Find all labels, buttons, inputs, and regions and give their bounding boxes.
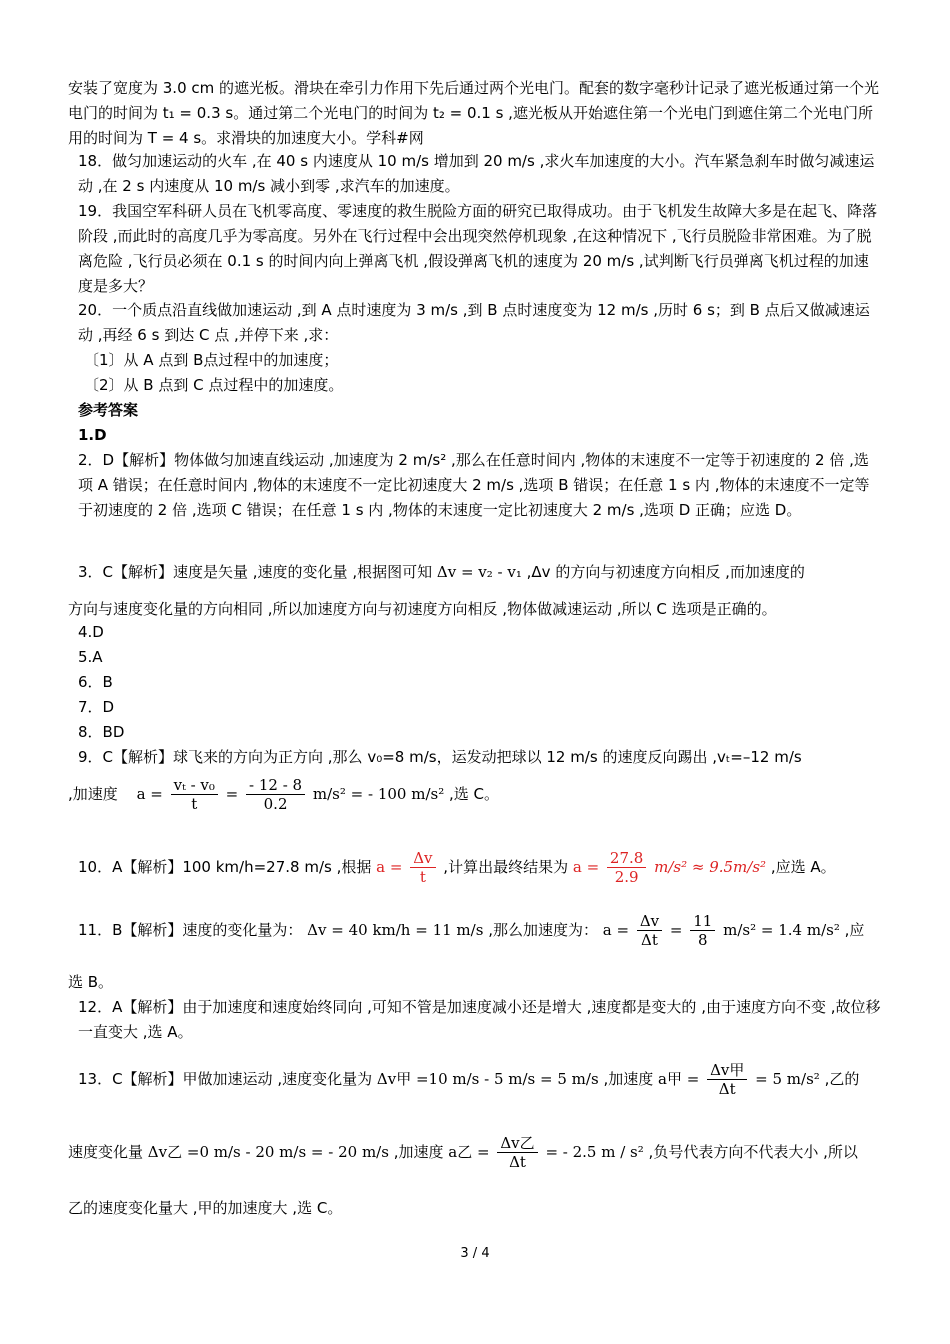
answer-9-fraction-2: $\frac{- 12 - 8}{0.2}$ xyxy=(246,776,305,813)
answer-9-lhs: a = xyxy=(136,785,163,803)
answer-1: 1.D xyxy=(78,426,107,444)
answer-10-result: a = $\frac{27.8}{2.9}$ m/s² ≈ 9.5m/s² xyxy=(572,849,767,886)
answer-11-line-1: 11．B【解析】速度的变化量为： Δv = 40 km/h = 11 m/s ,那么加速度为： a = $\frac{\Delta v}{\Delta t}$ = $\frac{11}{8}$ m/s² = 1.4 m/s² ,应 xyxy=(78,912,865,949)
answer-10-formula: a = $\frac{\Delta v}{t}$ xyxy=(376,858,443,876)
answer-9-line-2: ,加速度 a = $\frac{\text{vₜ - v₀}}{t}$ = $\frac{- 12 - 8}{0.2}$ m/s² = - 100 m/s² ,选 C。 xyxy=(68,776,500,813)
answer-5: 5.A xyxy=(78,648,103,666)
question-17-continuation: 安装了宽度为 3.0 cm 的遮光板。滑块在牵引力作用下先后通过两个光电门。配套的数字毫秒计记录了遮光板通过第一个光电门的时间为 t₁ = 0.3 s。通过第二个光电门的时间为 t₂ = 0.1 s ,遮光板从开始遮住第一个光电门到遮住第二个光电门所用的时间为 T = 4 s。求滑块的加速度大小。学科#网 xyxy=(68,79,880,147)
answer-13-line-1: 13．C【解析】甲做加速运动 ,速度变化量为 Δv甲 =10 m/s - 5 m/s = 5 m/s ,加速度 a甲 = $\frac{\text{Δv甲}}{\Delta t}$ = 5 m/s² ,乙的 xyxy=(78,1061,860,1098)
answer-10: 10．A【解析】100 km/h=27.8 m/s ,根据 a = $\frac{\Delta v}{t}$ ,计算出最终结果为 a = $\frac{27.8}{2.9}$ m/s² ≈ 9.5m/s² ,应选 A。 xyxy=(78,849,836,886)
answer-3-line-2: 方向与速度变化量的方向相同 ,所以加速度方向与初速度方向相反 ,物体做减速运动 ,所以 C 选项是正确的。 xyxy=(68,600,777,618)
question-18: 18．做匀加速运动的火车 ,在 40 s 内速度从 10 m/s 增加到 20 m/s ,求火车加速度的大小。汽车紧急刹车时做匀减速运动 ,在 2 s 内速度从 10 m/s 减小到零 ,求汽车的加速度。 xyxy=(78,152,875,195)
question-20-part-2: 〔2〕从 B 点到 C 点过程中的加速度。 xyxy=(84,376,344,394)
page-number: 3 / 4 xyxy=(460,1246,490,1261)
answers-heading: 参考答案 xyxy=(78,401,139,419)
question-20: 20．一个质点沿直线做加速运动 ,到 A 点时速度为 3 m/s ,到 B 点时速度变为 12 m/s ,历时 6 s；到 B 点后又做减速运动 ,再经 6 s 到达 C 点 ,并停下来 ,求： xyxy=(78,301,870,344)
answer-9-fraction-1: $\frac{\text{vₜ - v₀}}{t}$ xyxy=(171,776,218,813)
answer-13-line-2: 速度变化量 Δv乙 =0 m/s - 20 m/s = - 20 m/s ,加速度 a乙 = $\frac{\text{Δv乙}}{\Delta t}$ = - 2.5 m / s² ,负号代表方向不代表大小 ,所以 xyxy=(68,1134,858,1171)
question-20-part-1: 〔1〕从 A 点到 B点过程中的加速度； xyxy=(84,351,339,369)
answer-8: 8．BD xyxy=(78,723,125,741)
answer-3-text-a: 3．C【解析】速度是矢量 ,速度的变化量 ,根据图可知 xyxy=(78,563,433,581)
answer-9-text-c: ,选 C。 xyxy=(449,785,500,803)
answer-11-delta-v: Δv = 40 km/h = 11 m/s xyxy=(307,921,484,939)
answer-12: 12．A【解析】由于加速度和速度始终同向 ,可知不管是加速度减小还是增大 ,速度都是变大的 ,由于速度方向不变 ,故位移一直变大 ,选 A。 xyxy=(78,998,881,1041)
answer-2: 2．D【解析】物体做匀加速直线运动 ,加速度为 2 m/s² ,那么在任意时间内 ,物体的末速度不一定等于初速度的 2 倍 ,选项 A 错误；在任意时间内 ,物体的末速度不一定比初速度大 2 m/s ,选项 B 错误；在任意 1 s 内 ,物体的末速度不一定等于初速度的 2 倍 ,选项 C 错误；在任意 1 s 内 ,物体的末速度一定比初速度大 2 m/s ,选项 D 正确；应选 D。 xyxy=(78,451,870,519)
answer-9-text-b: ,加速度 xyxy=(68,785,118,803)
answer-11-line-2: 选 B。 xyxy=(68,973,114,991)
answer-3-line-1 xyxy=(78,560,883,585)
answer-3-equation: Δv = v₂ - v₁ xyxy=(436,563,522,581)
answer-7: 7．D xyxy=(78,698,115,716)
answer-13-line-3: 乙的速度变化量大 ,甲的加速度大 ,选 C。 xyxy=(68,1199,343,1217)
question-19: 19．我国空军科研人员在飞机零高度、零速度的救生脱险方面的研究已取得成功。由于飞机发生故障大多是在起飞、降落阶段 ,而此时的高度几乎为零高度。另外在飞行过程中会出现突然停机现象 ,在这种情况下 ,飞行员脱险非常困难。为了脱离危险 ,飞行员必须在 0.1 s 的时间内向上弹离飞机 ,假设弹离飞机的速度为 20 m/s ,试判断飞行员弹离飞机过程的加速度是多大？ xyxy=(78,202,878,295)
answer-6: 6．B xyxy=(78,673,113,691)
answer-4: 4.D xyxy=(78,623,104,641)
answer-13-delta-v-jia: Δv甲 =10 m/s - 5 m/s = 5 m/s xyxy=(376,1070,599,1088)
answer-9-line-1: 9．C【解析】球飞来的方向为正方向 ,那么 v₀=8 m/s，运发动把球以 12 m/s 的速度反向踢出 ,vₜ=–12 m/s xyxy=(78,748,802,766)
answer-13-delta-v-yi: Δv乙 =0 m/s - 20 m/s = - 20 m/s xyxy=(147,1143,389,1161)
answer-3-text-b: ,Δv 的方向与初速度方向相反 ,而加速度的 xyxy=(526,563,805,581)
